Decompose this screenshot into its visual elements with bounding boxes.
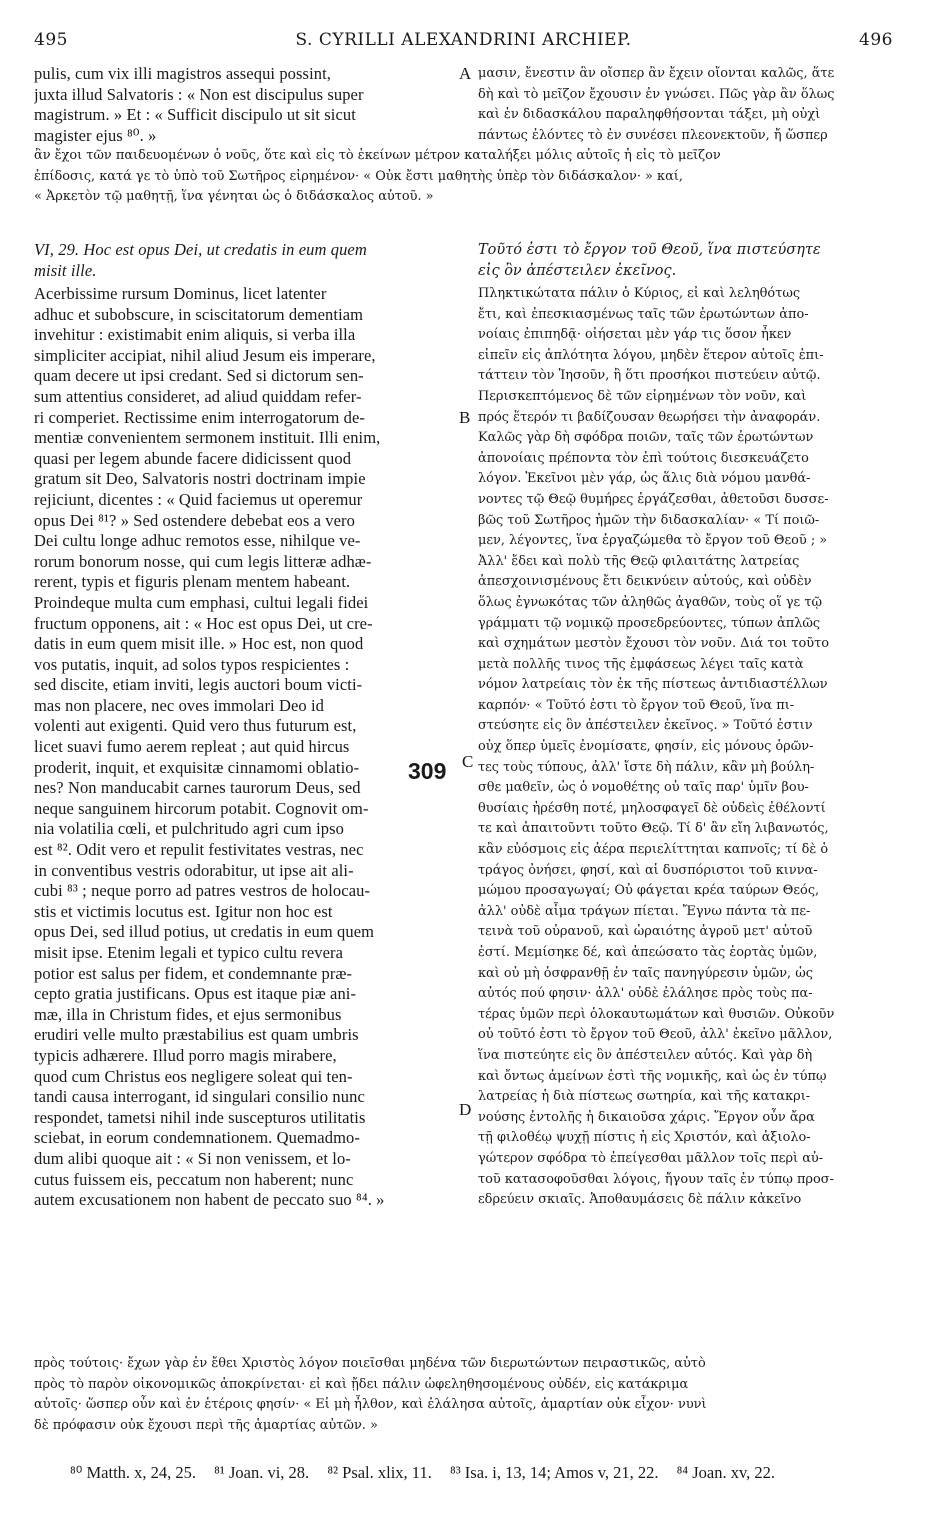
text-line: ἂν ἔχοι τῶν παιδευομένων ὁ νοῦς, ὅτε καὶ εἰς τὸ ἐκείνων μέτρον καταλήξει μόλις αὐτοῖς ἡ εἰς τὸ μεῖζον — [34, 148, 721, 163]
text-line: ἀλλ' οὐδὲ αἷμα τράγων πίεται. Ἔγνω πάντα τὰ πε- — [478, 903, 811, 919]
text-line: αὐτοῖς· ὥσπερ οὖν καὶ ἐν ἑτέροις φησίν· « Εἰ μὴ ἦλθον, καὶ ἐλάλησα αὐτοῖς, ἁμαρτίαν οὐκ εἶχον· νυνὶ — [34, 1397, 707, 1413]
text-line: respondet, tametsi nihil inde suscepturos utilitatis — [34, 1107, 366, 1127]
footnote-83: ⁸³ Isa. i, 13, 14; Amos v, 21, 22. — [449, 1463, 659, 1482]
heading-line: VI, 29. Hoc est opus Dei, ut credatis in eum quem — [34, 240, 367, 259]
text-line: nia volatilia cœli, et pulchritudo agri cum ipso — [34, 819, 344, 839]
latin-column-top — [34, 64, 460, 146]
text-line: σθε μαθεῖν, ὡς ὁ νομοθέτης οὐ ταῖς παρ' ὑμῖν βου- — [478, 780, 809, 796]
text-line: Acerbissime rursum Dominus, licet latenter — [34, 284, 327, 303]
text-line: gratum sit Deo, Salvatoris nostri doctrinam impie — [34, 469, 366, 489]
text-line: ἔτι, καὶ ἐπεσκιασμένως ταῖς τῶν ἐρωτώντων ἀπο- — [478, 306, 809, 322]
text-line: οὐχ ὅπερ ὑμεῖς ἐνομίσατε, φησίν, εἰς μόνους ὁρῶν- — [478, 739, 814, 755]
text-line: mentiæ convenientem sermonem instituit. Illi enim, — [34, 428, 381, 448]
text-line: volenti aut exigenti. Quid vero thus futurum est, — [34, 716, 357, 736]
text-line: γράμματι τῷ νομικῷ προσεδρεύοντες, τύπων ἁπλῶς — [478, 615, 821, 631]
text-line: ἐστί. Μεμίσηκε δέ, καὶ ἀπεώσατο τὰς ἑορτὰς ὑμῶν, — [478, 945, 818, 960]
text-line: τε καὶ ἀπαιτοῦντι τοῦτο Θεῷ. Τί δ' ἂν εἴη λιβανωτός, — [478, 821, 829, 837]
text-line: μώμου προσαγωγαί; Οὐ φάγεται κρέα ταύρων Θεός, — [478, 883, 820, 899]
text-line: Πληκτικώτατα πάλιν ὁ Κύριος, εἰ καὶ λεληθότως — [478, 286, 801, 301]
text-line: invehitur : existimabit enim aliquis, si verba illa — [34, 325, 356, 345]
text-line: tandi causa interrogant, id singulari consilio nunc — [34, 1087, 365, 1107]
text-line: ὅλως ἐγνωκότας τῶν ἀληθῶς ἀγαθῶν, τοὺς οἵ γε τῷ — [478, 594, 822, 610]
edition-page-number: 309 — [408, 758, 447, 784]
text-line: adhuc et subobscure, in sciscitatorum dementiam — [34, 304, 364, 324]
text-line: μεν, λέγοντες, ἵνα ἐργαζώμεθα τὸ ἔργον τοῦ Θεοῦ ; » — [478, 533, 828, 549]
text-line: καὶ ὄντως ἀμείνων ἐστὶ τῆς νομικῆς, καὶ ὡς ἐν τύπῳ — [478, 1068, 827, 1084]
text-line: vos putatis, inquit, ad solos typos respicientes : — [34, 654, 350, 674]
greek-fullwidth-top — [34, 146, 892, 208]
text-line: νούσης ἐντολῆς ἡ δικαιοῦσα χάρις. Ἔργον οὖν ἄρα — [478, 1109, 815, 1125]
text-line: stis et victimis locutus est. Igitur non hoc est — [34, 901, 333, 921]
text-line: in conventibus vestris odorabitur, ut ipse ait ali- — [34, 860, 354, 880]
text-line: misit ipse. Etenim legali et typico cultu revera — [34, 943, 344, 962]
text-line: τεινὰ τοῦ οὐρανοῦ, καὶ ὡραιότης ἀγροῦ μετ' αὐτοῦ — [478, 924, 813, 940]
text-line: νοίαις ἐπιπηδᾷ· οἰήσεται μὲν γάρ τις ὅσον ἦκεν — [478, 327, 792, 343]
text-line: ἐπίδοσις, κατά γε τὸ ὑπὸ τοῦ Σωτῆρος εἰρημένον· « Οὐκ ἔστι μαθητὴς ὑπὲρ τὸν διδάσκαλον· » καί, — [34, 168, 683, 184]
text-line: νόμον λατρείαις τὸν ἐκ τῆς πίστεως ἀντιδιαστέλλων — [478, 677, 828, 693]
text-line: μετὰ πολλῆς τινος τῆς ἐμφάσεως λέγει ταῖς κατὰ — [478, 656, 804, 672]
text-line: juxta illud Salvatoris : « Non est discipulus super — [34, 84, 364, 104]
text-line: rerent, typis et figuris plenam mentem habeant. — [34, 572, 351, 592]
text-line: καὶ οὐ μὴ ὀσφρανθῇ ἐν ταῖς πανηγύρεσιν ὑμῶν, ὡς — [478, 965, 813, 981]
latin-column-body — [34, 284, 460, 1211]
greek-column-top — [478, 64, 892, 146]
text-line: δὴ καὶ τὸ μεῖζον ἔχουσιν ἐν γνώσει. Πῶς γὰρ ἂν ὅλως — [478, 86, 835, 102]
text-line: πρὸς τὸ παρὸν οἰκονομικῶς ἀποκρίνεται· εἰ καὶ ᾔδει πάλιν ὠφεληθησομένους οὐδέν, εἰς κατάκριμα — [34, 1376, 689, 1392]
footnote-84: ⁸⁴ Joan. xv, 22. — [676, 1463, 776, 1482]
text-line: οὐ τοῦτό ἐστι τὸ ἔργον τοῦ Θεοῦ, ἀλλ' ἐκεῖνο μᾶλλον, — [478, 1027, 833, 1043]
text-line: τάττειν τὸν Ἰησοῦν, ἢ ὅτι προσήκοι πιστεύειν αὐτῷ. — [478, 368, 821, 384]
greek-heading — [478, 240, 892, 281]
margin-letter-d: D — [459, 1100, 472, 1119]
text-line: erudiri velle multo præstabilius est quam umbris — [34, 1025, 359, 1045]
text-line: κἂν εὐόσμοις εἰς ἀέρα περιελίττηται καπνοῖς; τί δὲ ὁ — [478, 842, 829, 858]
text-line: τες τοὺς τύπους, ἀλλ' ἴστε δὴ πάλιν, κἂν μὴ βούλη- — [478, 759, 815, 775]
text-line: datis in eum quem misit ille. » Hoc est, non quod — [34, 634, 364, 654]
text-line: opus Dei ⁸¹? » Sed ostendere debebat eos a vero — [34, 510, 356, 530]
text-line: quasi per legem abunde facere didicissent quod — [34, 448, 352, 468]
text-line: fructum opponens, ait : « Hoc est opus Dei, ut cre- — [34, 613, 373, 633]
margin-letter-c: C — [462, 752, 474, 771]
text-line: πρός ἕτερόν τι βαδίζουσαν θεωρήσει τὴν ἀναφοράν. — [478, 409, 821, 425]
text-line: autem excusationem non habent de peccato suo ⁸⁴. » — [34, 1190, 385, 1210]
text-line: αὐτός πού φησιν· ἀλλ' οὐδὲ ἐλάλησε πρὸς τοὺς πα- — [478, 986, 813, 1002]
text-line: sed discite, etiam inviti, legis auctori boum victi- — [34, 675, 363, 695]
text-line: λόγον. Ἐκεῖνοι μὲν γάρ, ὡς ἅλις διὰ νόμου μανθά- — [478, 471, 811, 487]
text-line: proderit, inquit, et exquisitæ cinnamomi oblatio- — [34, 757, 360, 777]
text-line: γώτερον σφόδρα τὸ ἐπείγεσθαι μᾶλλον τοῖς περὶ αὐ- — [478, 1150, 824, 1166]
text-line: neque sanguinem hircorum potabit. Cognovit om- — [34, 798, 369, 818]
text-line: potior est salus per fidem, et condemnante præ- — [34, 963, 353, 983]
text-line: καρπόν· « Τοῦτό ἐστι τὸ ἔργον τοῦ Θεοῦ, ἵνα πι- — [478, 697, 795, 713]
text-line: magister ejus ⁸⁰. » — [34, 125, 157, 145]
text-line: μασιν, ἔνεστιν ἂν οἴσπερ ἂν ἔχειν οἴονται καλῶς, ἅτε — [478, 66, 835, 81]
greek-fullwidth-bottom — [34, 1354, 892, 1436]
text-line: τράγος ὀνήσει, φησί, καὶ αἱ δυσπόριστοι τοῦ κιννα- — [478, 862, 818, 878]
margin-letter-a: A — [459, 64, 472, 83]
page-header — [34, 30, 893, 54]
text-line: cutus fuissem eis, peccatum non haberent; nunc — [34, 1169, 354, 1189]
text-line: pulis, cum vix illi magistros assequi possint, — [34, 64, 332, 83]
text-line: est ⁸². Odit vero et repulit festivitates vestras, nec — [34, 840, 364, 860]
page-number-left: 495 — [34, 30, 68, 50]
text-line: εἰπεῖν εἰς ἁπλότητα λόγου, μηδὲν ἕτερον αὐτοῖς ἐπι- — [478, 347, 824, 363]
text-line: quod cum Christus eos negligere soleat qui ten- — [34, 1066, 353, 1086]
text-line: mas non placere, nec oves immolari Deo id — [34, 695, 325, 715]
text-line: δὲ πρόφασιν οὐκ ἔχουσι περὶ τῆς ἁμαρτίας αὐτῶν. » — [34, 1417, 378, 1433]
text-line: εδρεύειν σκιαῖς. Ἀποθαυμάσεις δὲ πάλιν κἀκεῖνο — [478, 1192, 802, 1208]
text-line: sciebat, in eorum condemnationem. Quemadmo- — [34, 1128, 360, 1148]
text-line: quam decere ut ipsi credant. Sed si dictorum sen- — [34, 366, 364, 386]
text-line: ri comperiet. Rectissime enim interrogatorum de- — [34, 407, 366, 427]
text-line: opus Dei, sed illud potius, ut credatis in eum quem — [34, 922, 375, 942]
text-line: στεύσητε εἰς ὃν ἀπέστειλεν ἐκεῖνος. » Τοῦτό ἐστιν — [478, 718, 813, 734]
text-line: licet suavi fumo aerem repleat ; aut quid hircus — [34, 737, 350, 757]
text-line: typicis adhærere. Illud porro magis mirabere, — [34, 1045, 337, 1065]
footnote-81: ⁸¹ Joan. vi, 28. — [214, 1463, 310, 1482]
text-line: mæ, illa in Christum fides, et ejus sermonibus — [34, 1004, 342, 1024]
heading-line: misit ille. — [34, 260, 97, 280]
text-line: Περισκεπτόμενος δὲ τῶν εἰρημένων τὸν νοῦν, καὶ — [478, 388, 807, 404]
text-line: ἀπεσχοινισμένους ἔτι δεικνύειν αὐτούς, καὶ οὐδὲν — [478, 574, 812, 590]
text-line: πρὸς τούτοις· ἔχων γὰρ ἐν ἔθει Χριστὸς λόγον ποιεῖσθαι μηδένα τῶν διερωτώντων πειραστικῶς, αὐτὸ — [34, 1356, 706, 1371]
text-line: dum alibi quoque ait : « Si non venissem, et lo- — [34, 1148, 351, 1168]
text-line: βῶς τοῦ Σωτῆρος ἡμῶν τὴν διδασκαλίαν· « Τί ποιῶ- — [478, 512, 820, 528]
text-line: magistrum. » Et : « Sufficit discipulo ut sit sicut — [34, 105, 356, 125]
footnotes — [70, 1463, 900, 1483]
margin-letter-b: B — [459, 408, 471, 427]
text-line: simpliciter accipiat, nihil aliud Jesum eis imperare, — [34, 345, 376, 365]
text-line: ἀπονοίαις πρέποντα τὸν ἐπὶ τούτοις διεσκευάζετο — [478, 450, 809, 466]
text-line: Ἀλλ' ἔδει καὶ πολὺ τῆς Θεῷ φιλαιτάτης λατρείας — [478, 553, 800, 569]
text-line: νοντες τῷ Θεῷ θυμήρες ἐργάζεσθαι, ἀθετοῦσι δυσσε- — [478, 491, 829, 507]
text-line: rejiciunt, dicentes : « Quid faciemus ut operemur — [34, 489, 363, 509]
text-line: τοῦ κατασοφοῦσθαι λόγοις, ἤγουν ταῖς ἐν τύπῳ προσ- — [478, 1171, 834, 1187]
text-line: θυσίαις ἠρέσθη ποτέ, μηλοσφαγεῖ δὲ οὐδεὶς ἐθέλοντί — [478, 800, 826, 816]
text-line: τέρας ὑμῶν περὶ ὁλοκαυτωμάτων καὶ θυσιῶν. Οὐκοῦν — [478, 1006, 835, 1022]
text-line: καὶ σχημάτων μεστὸν ἔχουσι τὸν νοῦν. Διά τοι τοῦτο — [478, 636, 829, 652]
text-line: cubi ⁸³ ; neque porro ad patres vestros de holocau- — [34, 881, 371, 901]
footnote-80: ⁸⁰ Matth. x, 24, 25. — [70, 1463, 197, 1482]
text-line: ἵνα πιστεύητε εἰς ὃν ἀπέστειλεν αὐτός. Καὶ γὰρ δὴ — [478, 1047, 813, 1063]
text-line: cepto gratia justificans. Opus est itaque piæ ani- — [34, 984, 357, 1004]
text-line: Proindeque multa cum emphasi, cultui legali fidei — [34, 592, 369, 612]
running-title: S. CYRILLI ALEXANDRINI ARCHIEP. — [295, 30, 632, 50]
text-line: Καλῶς γὰρ δὴ σφόδρα ποιῶν, ταῖς τῶν ἐρωτώντων — [478, 430, 814, 446]
text-line: « Ἀρκετὸν τῷ μαθητῇ, ἵνα γένηται ὡς ὁ διδάσκαλος αὐτοῦ. » — [34, 189, 434, 205]
text-line: Dei cultu longe adhuc remotos esse, nihilque ve- — [34, 531, 361, 551]
heading-line: Τοῦτό ἐστι τὸ ἔργον τοῦ Θεοῦ, ἵνα πιστεύσητε — [478, 242, 821, 258]
text-line: καὶ ἐν διδασκάλου παραληφθήσονται τάξει, μὴ οὐχὶ — [478, 107, 821, 123]
text-line: rorum bonorum nosse, qui cum legis litteræ adhæ- — [34, 551, 372, 571]
latin-heading — [34, 240, 460, 281]
heading-line: εἰς ὃν ἀπέστειλεν ἐκεῖνος. — [478, 262, 677, 279]
text-line: nes? Non manducabit carnes taurorum Deus, sed — [34, 778, 361, 798]
footnote-82: ⁸² Psal. xlix, 11. — [327, 1463, 432, 1482]
page-number-right: 496 — [859, 30, 893, 50]
text-line: λατρείας ἡ διὰ πίστεως σωτηρία, καὶ τῆς κατακρι- — [478, 1089, 811, 1105]
text-line: sum attentius consideret, ad aliud quiddam refer- — [34, 386, 362, 406]
text-line: πάντως ἐλόντες τὸ ἐν συνέσει πλεονεκτοῦν, ἤ ὥσπερ — [478, 127, 828, 143]
greek-column-body — [478, 284, 892, 1211]
text-line: τῇ φιλοθέῳ ψυχῇ πίστις ἡ εἰς Χριστόν, καὶ ἀξιολο- — [478, 1130, 811, 1146]
